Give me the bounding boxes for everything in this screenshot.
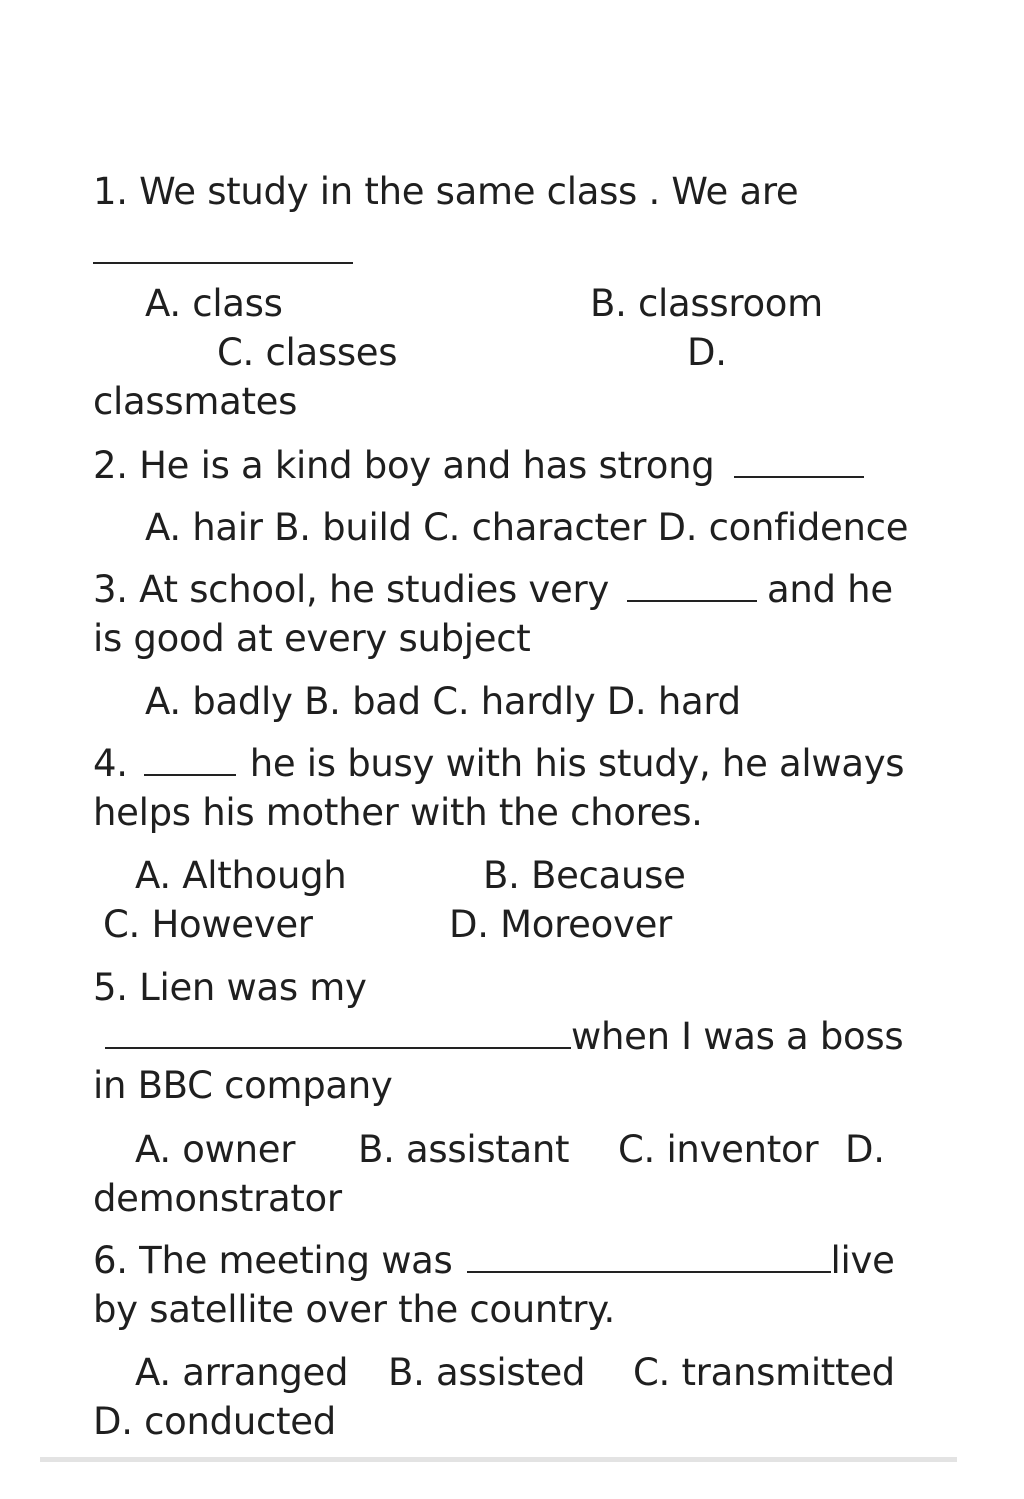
q5-option-d: D. <box>845 1128 885 1171</box>
q4-option-b: B. Because <box>483 854 686 897</box>
q6-option-a: A. arranged <box>135 1351 349 1394</box>
q6-option-b: B. assisted <box>388 1351 586 1394</box>
q4-number: 4. <box>93 742 128 785</box>
q4-option-c: C. However <box>103 903 313 946</box>
q3-options: A. badly B. bad C. hardly D. hard <box>145 680 741 723</box>
q1-stem: 1. We study in the same class . We are <box>93 170 799 213</box>
q1-blank <box>93 230 353 274</box>
q5-option-a: A. owner <box>135 1128 296 1171</box>
q5-blank <box>105 1046 571 1049</box>
q3-stem <box>93 568 893 612</box>
q4-option-d: D. Moreover <box>449 903 672 946</box>
q1-option-a: A. class <box>145 282 283 325</box>
q6-stem-text: 6. The meeting was <box>93 1239 453 1282</box>
q6-option-c: C. transmitted <box>633 1351 895 1394</box>
q6-option-d: D. conducted <box>93 1400 336 1443</box>
q5-option-c: C. inventor <box>618 1128 819 1171</box>
q3-stem-cont: is good at every subject <box>93 617 531 660</box>
q4-stem-text: he is busy with his study, he always <box>249 742 905 785</box>
q5-option-d-cont: demonstrator <box>93 1177 342 1220</box>
q2-stem-text: 2. He is a kind boy and has strong <box>93 444 715 487</box>
q1-option-c: C. classes <box>217 331 398 374</box>
q2-options: A. hair B. build C. character D. confidence <box>145 506 909 549</box>
q3-stem-text-2: and he <box>767 568 893 611</box>
q3-blank <box>627 599 757 602</box>
q5-stem-text: when I was a boss <box>571 1015 904 1058</box>
q1-option-d: D. <box>687 331 727 374</box>
q2-blank <box>734 475 864 478</box>
q4-stem <box>93 742 904 786</box>
q6-stem-text-2: live <box>830 1239 895 1282</box>
q6-stem <box>93 1239 895 1283</box>
q6-stem-cont: by satellite over the country. <box>93 1288 615 1331</box>
bottom-divider <box>40 1457 957 1462</box>
q1-option-b: B. classroom <box>590 282 823 325</box>
q3-stem-text: 3. At school, he studies very <box>93 568 609 611</box>
q5-stem-cont: in BBC company <box>93 1064 393 1107</box>
q5-stem-line-2 <box>105 1015 903 1059</box>
q2-stem <box>93 444 868 488</box>
q1-option-d-cont: classmates <box>93 380 298 423</box>
q5-stem: 5. Lien was my <box>93 966 367 1009</box>
q6-blank <box>467 1270 831 1273</box>
q4-option-a: A. Although <box>135 854 347 897</box>
q4-blank <box>144 773 236 776</box>
q5-option-b: B. assistant <box>358 1128 570 1171</box>
q4-stem-cont: helps his mother with the chores. <box>93 791 703 834</box>
